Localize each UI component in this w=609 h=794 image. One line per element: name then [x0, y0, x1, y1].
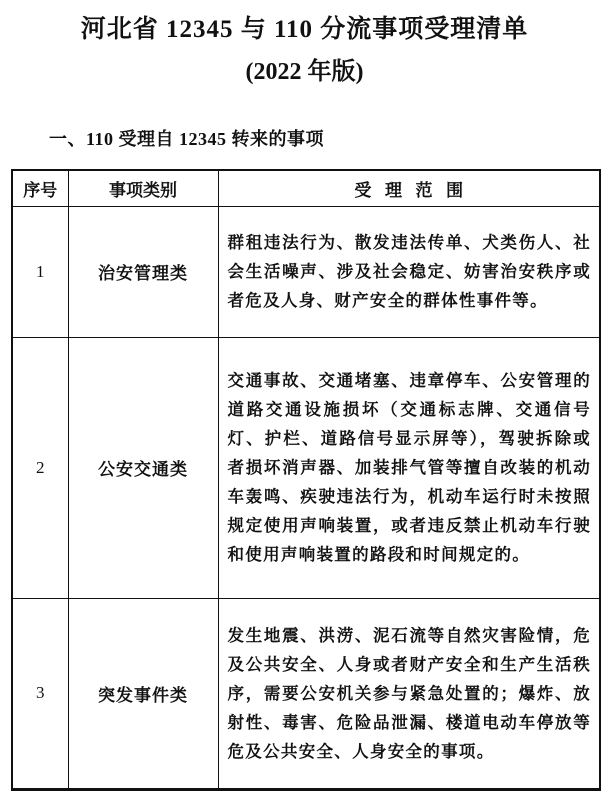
- row-scope: 发生地震、洪涝、泥石流等自然灾害险情，危及公共安全、人身或者财产安全和生产生活秩序，需要公安机关参与紧急处置的；爆炸、放射性、毒害、危险品泄漏、楼道电动车停放等危及公共安全、人身安全的事项。: [218, 598, 600, 789]
- row-category: 公安交通类: [68, 337, 218, 598]
- table-header-row: [12, 170, 600, 206]
- row-scope: 交通事故、交通堵塞、违章停车、公安管理的道路交通设施损坏（交通标志牌、交通信号灯、护栏、道路信号显示屏等），驾驶拆除或者损坏消声器、加装排气管等擅自改装的机动车轰鸣、疾驶违法行为，机动车运行时未按照规定使用声响装置，或者违反禁止机动车行驶和使用声响装置的路段和时间规定的。: [218, 337, 600, 598]
- row-number: 1: [12, 206, 68, 337]
- row-number: 3: [12, 598, 68, 789]
- document-title: 河北省 12345 与 110 分流事项受理清单: [80, 16, 529, 43]
- document-subtitle: (2022 年版): [245, 59, 364, 85]
- row-category: 突发事件类: [68, 598, 218, 789]
- row-scope: 群租违法行为、散发违法传单、犬类伤人、社会生活噪声、涉及社会稳定、妨害治安秩序或者危及人身、财产安全的群体性事件等。: [218, 206, 600, 337]
- table-row: [12, 206, 600, 337]
- row-number: 2: [12, 337, 68, 598]
- table-row: [12, 337, 600, 598]
- row-category: 治安管理类: [68, 206, 218, 337]
- header-cell-category: 事项类别: [68, 170, 218, 206]
- header-cell-scope: 受理范围: [218, 170, 600, 206]
- header-cell-no: 序号: [12, 170, 68, 206]
- section-heading: 一、110 受理自 12345 转来的事项: [49, 129, 325, 149]
- items-table: [11, 169, 601, 791]
- table-row: [12, 598, 600, 789]
